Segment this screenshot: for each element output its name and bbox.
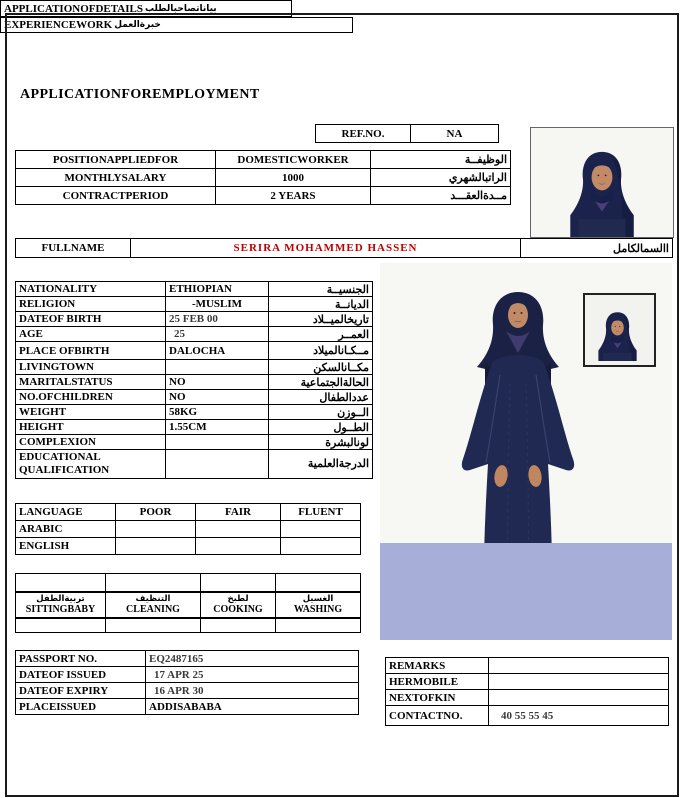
experience-cell xyxy=(16,619,106,633)
details-header-arabic: بياناتصاحبالطلب xyxy=(144,3,217,14)
english-language-label: ENGLISH xyxy=(16,538,116,555)
details-arabic-label: مكــانالسكن xyxy=(269,360,373,375)
contract-label: CONTRACTPERIOD xyxy=(16,187,216,205)
details-value: 58KG xyxy=(166,405,269,420)
table-row xyxy=(16,327,373,342)
table-row xyxy=(16,699,359,715)
details-value: DALOCHA xyxy=(166,342,269,360)
details-label: NO.OFCHILDREN xyxy=(16,390,166,405)
details-label: HEIGHT xyxy=(16,420,166,435)
language-cell xyxy=(116,538,196,555)
details-label: EDUCATIONAL QUALIFICATION xyxy=(16,450,166,479)
experience-cell xyxy=(276,619,361,633)
position-value: DOMESTICWORKER xyxy=(216,151,371,169)
passport-no-label: PASSPORT NO. xyxy=(16,651,146,667)
details-label: AGE xyxy=(16,327,166,342)
arabic-language-label: ARABIC xyxy=(16,521,116,538)
skill-arabic-label: التنظيف xyxy=(135,594,171,604)
table-row xyxy=(16,435,373,450)
date-expiry-label: DATEOF EXPIRY xyxy=(16,683,146,699)
skill-cooking xyxy=(201,593,276,618)
details-label: PLACE OFBIRTH xyxy=(16,342,166,360)
table-row xyxy=(16,282,373,297)
applicant-headshot-photo xyxy=(530,127,674,238)
details-arabic-label: الحالةالجتماعية xyxy=(269,375,373,390)
page-title: APPLICATIONFOREMPLOYMENT xyxy=(20,87,260,102)
details-arabic-label: عددالطفال xyxy=(269,390,373,405)
photo-floor xyxy=(380,543,672,640)
date-issued-label: DATEOF ISSUED xyxy=(16,667,146,683)
details-label: NATIONALITY xyxy=(16,282,166,297)
details-table xyxy=(15,281,373,479)
skill-arabic-label: لطبخ xyxy=(227,594,249,604)
skills-table xyxy=(15,592,361,618)
table-row xyxy=(386,690,669,706)
details-value xyxy=(166,450,269,479)
salary-arabic-label: الراتبالشهري xyxy=(371,169,511,187)
experience-cell xyxy=(201,574,276,592)
details-value: -MUSLIM xyxy=(166,297,269,312)
details-label: MARITALSTATUS xyxy=(16,375,166,390)
position-label: POSITIONAPPLIEDFOR xyxy=(16,151,216,169)
place-issued-value: ADDISABABA xyxy=(146,699,359,715)
details-value: ETHIOPIAN xyxy=(166,282,269,297)
details-value: NO xyxy=(166,375,269,390)
table-row xyxy=(16,450,373,479)
table-row xyxy=(16,405,373,420)
language-header: LANGUAGE xyxy=(16,504,116,521)
details-value: NO xyxy=(166,390,269,405)
details-label: COMPLEXION xyxy=(16,435,166,450)
salary-value: 1000 xyxy=(216,169,371,187)
position-arabic-label: الوظيفــة xyxy=(371,151,511,169)
table-row xyxy=(16,151,511,169)
date-expiry-value: 16 APR 30 xyxy=(146,683,359,699)
experience-empty-row xyxy=(15,618,361,633)
language-table xyxy=(15,503,361,555)
skill-label: SITTINGBABY xyxy=(25,604,96,615)
experience-cell xyxy=(106,574,201,592)
details-value xyxy=(166,435,269,450)
remarks-value xyxy=(489,658,669,674)
fullname-row xyxy=(15,238,673,258)
details-value xyxy=(166,360,269,375)
table-row xyxy=(16,312,373,327)
experience-cell xyxy=(201,619,276,633)
details-label: WEIGHT xyxy=(16,405,166,420)
skill-cleaning xyxy=(106,593,201,618)
table-row xyxy=(16,342,373,360)
fair-header: FAIR xyxy=(196,504,281,521)
passport-no-value: EQ2487165 xyxy=(146,651,359,667)
salary-label: MONTHLYSALARY xyxy=(16,169,216,187)
table-row xyxy=(16,521,361,538)
fullname-label: FULLNAME xyxy=(16,239,131,258)
fluent-header: FLUENT xyxy=(281,504,361,521)
details-arabic-label: العمــر xyxy=(269,327,373,342)
experience-header-arabic: خبرةالعمل xyxy=(114,20,161,30)
skill-arabic-label: الغسيل xyxy=(302,594,334,604)
experience-header-label: EXPERIENCEWORK xyxy=(4,19,113,31)
contact-no-label: CONTACTNO. xyxy=(386,706,489,726)
details-value: 25 FEB 00 xyxy=(166,312,269,327)
table-row xyxy=(16,375,373,390)
table-row xyxy=(16,667,359,683)
place-issued-label: PLACEISSUED xyxy=(16,699,146,715)
language-cell xyxy=(281,521,361,538)
table-row xyxy=(386,658,669,674)
experience-cell xyxy=(106,619,201,633)
details-label: DATEOF BIRTH xyxy=(16,312,166,327)
table-row xyxy=(16,504,361,521)
table-row xyxy=(16,420,373,435)
remarks-label: REMARKS xyxy=(386,658,489,674)
skill-washing xyxy=(276,593,361,618)
table-row xyxy=(16,169,511,187)
her-mobile-label: HERMOBILE xyxy=(386,674,489,690)
table-row xyxy=(16,538,361,555)
experience-cell xyxy=(276,574,361,592)
language-cell xyxy=(196,538,281,555)
language-cell xyxy=(116,521,196,538)
contract-arabic-label: مــدةالعقـــد xyxy=(371,187,511,205)
table-row xyxy=(16,390,373,405)
table-row xyxy=(16,297,373,312)
details-value: 1.55CM xyxy=(166,420,269,435)
details-label: LIVINGTOWN xyxy=(16,360,166,375)
details-arabic-label: لونالبشرة xyxy=(269,435,373,450)
contact-no-value: 40 55 55 45 xyxy=(489,706,669,726)
skill-label: CLEANING xyxy=(126,604,180,615)
table-row xyxy=(386,706,669,726)
table-row xyxy=(386,674,669,690)
skill-arabic-label: تربيةالطفل xyxy=(36,594,85,604)
table-row xyxy=(16,651,359,667)
passport-table xyxy=(15,650,359,715)
details-arabic-label: الجنسيــة xyxy=(269,282,373,297)
details-arabic-label: الــوزن xyxy=(269,405,373,420)
details-arabic-label: الدرجةالعلمية xyxy=(269,450,373,479)
poor-header: POOR xyxy=(116,504,196,521)
contact-table xyxy=(385,657,669,726)
details-arabic-label: مــكـانالميلاد xyxy=(269,342,373,360)
table-row xyxy=(16,187,511,205)
inset-headshot-photo xyxy=(583,293,656,367)
details-header-label: APPLICATIONOFDETAILS xyxy=(4,2,143,15)
ref-no-table xyxy=(315,124,499,143)
next-of-kin-value xyxy=(489,690,669,706)
date-issued-value: 17 APR 25 xyxy=(146,667,359,683)
ref-no-value: NA xyxy=(411,125,499,143)
details-label: RELIGION xyxy=(16,297,166,312)
next-of-kin-label: NEXTOFKIN xyxy=(386,690,489,706)
details-arabic-label: الديانــة xyxy=(269,297,373,312)
language-cell xyxy=(281,538,361,555)
details-arabic-label: تاريخالميــلاد xyxy=(269,312,373,327)
details-value: 25 xyxy=(166,327,269,342)
ref-no-label: REF.NO. xyxy=(316,125,411,143)
skill-label: COOKING xyxy=(213,604,263,615)
table-row xyxy=(16,683,359,699)
experience-empty-row xyxy=(15,573,361,592)
contract-value: 2 YEARS xyxy=(216,187,371,205)
experience-cell xyxy=(16,574,106,592)
details-arabic-label: الطــول xyxy=(269,420,373,435)
her-mobile-value xyxy=(489,674,669,690)
fullname-value: SERIRA MOHAMMED HASSEN xyxy=(131,239,521,258)
applicant-full-body-photo xyxy=(380,263,672,640)
skill-sittingbaby xyxy=(16,593,106,618)
language-cell xyxy=(196,521,281,538)
fullname-arabic-label: االسمالكامل xyxy=(521,239,673,258)
position-table xyxy=(15,150,511,205)
skill-label: WASHING xyxy=(293,604,343,615)
table-row xyxy=(16,360,373,375)
